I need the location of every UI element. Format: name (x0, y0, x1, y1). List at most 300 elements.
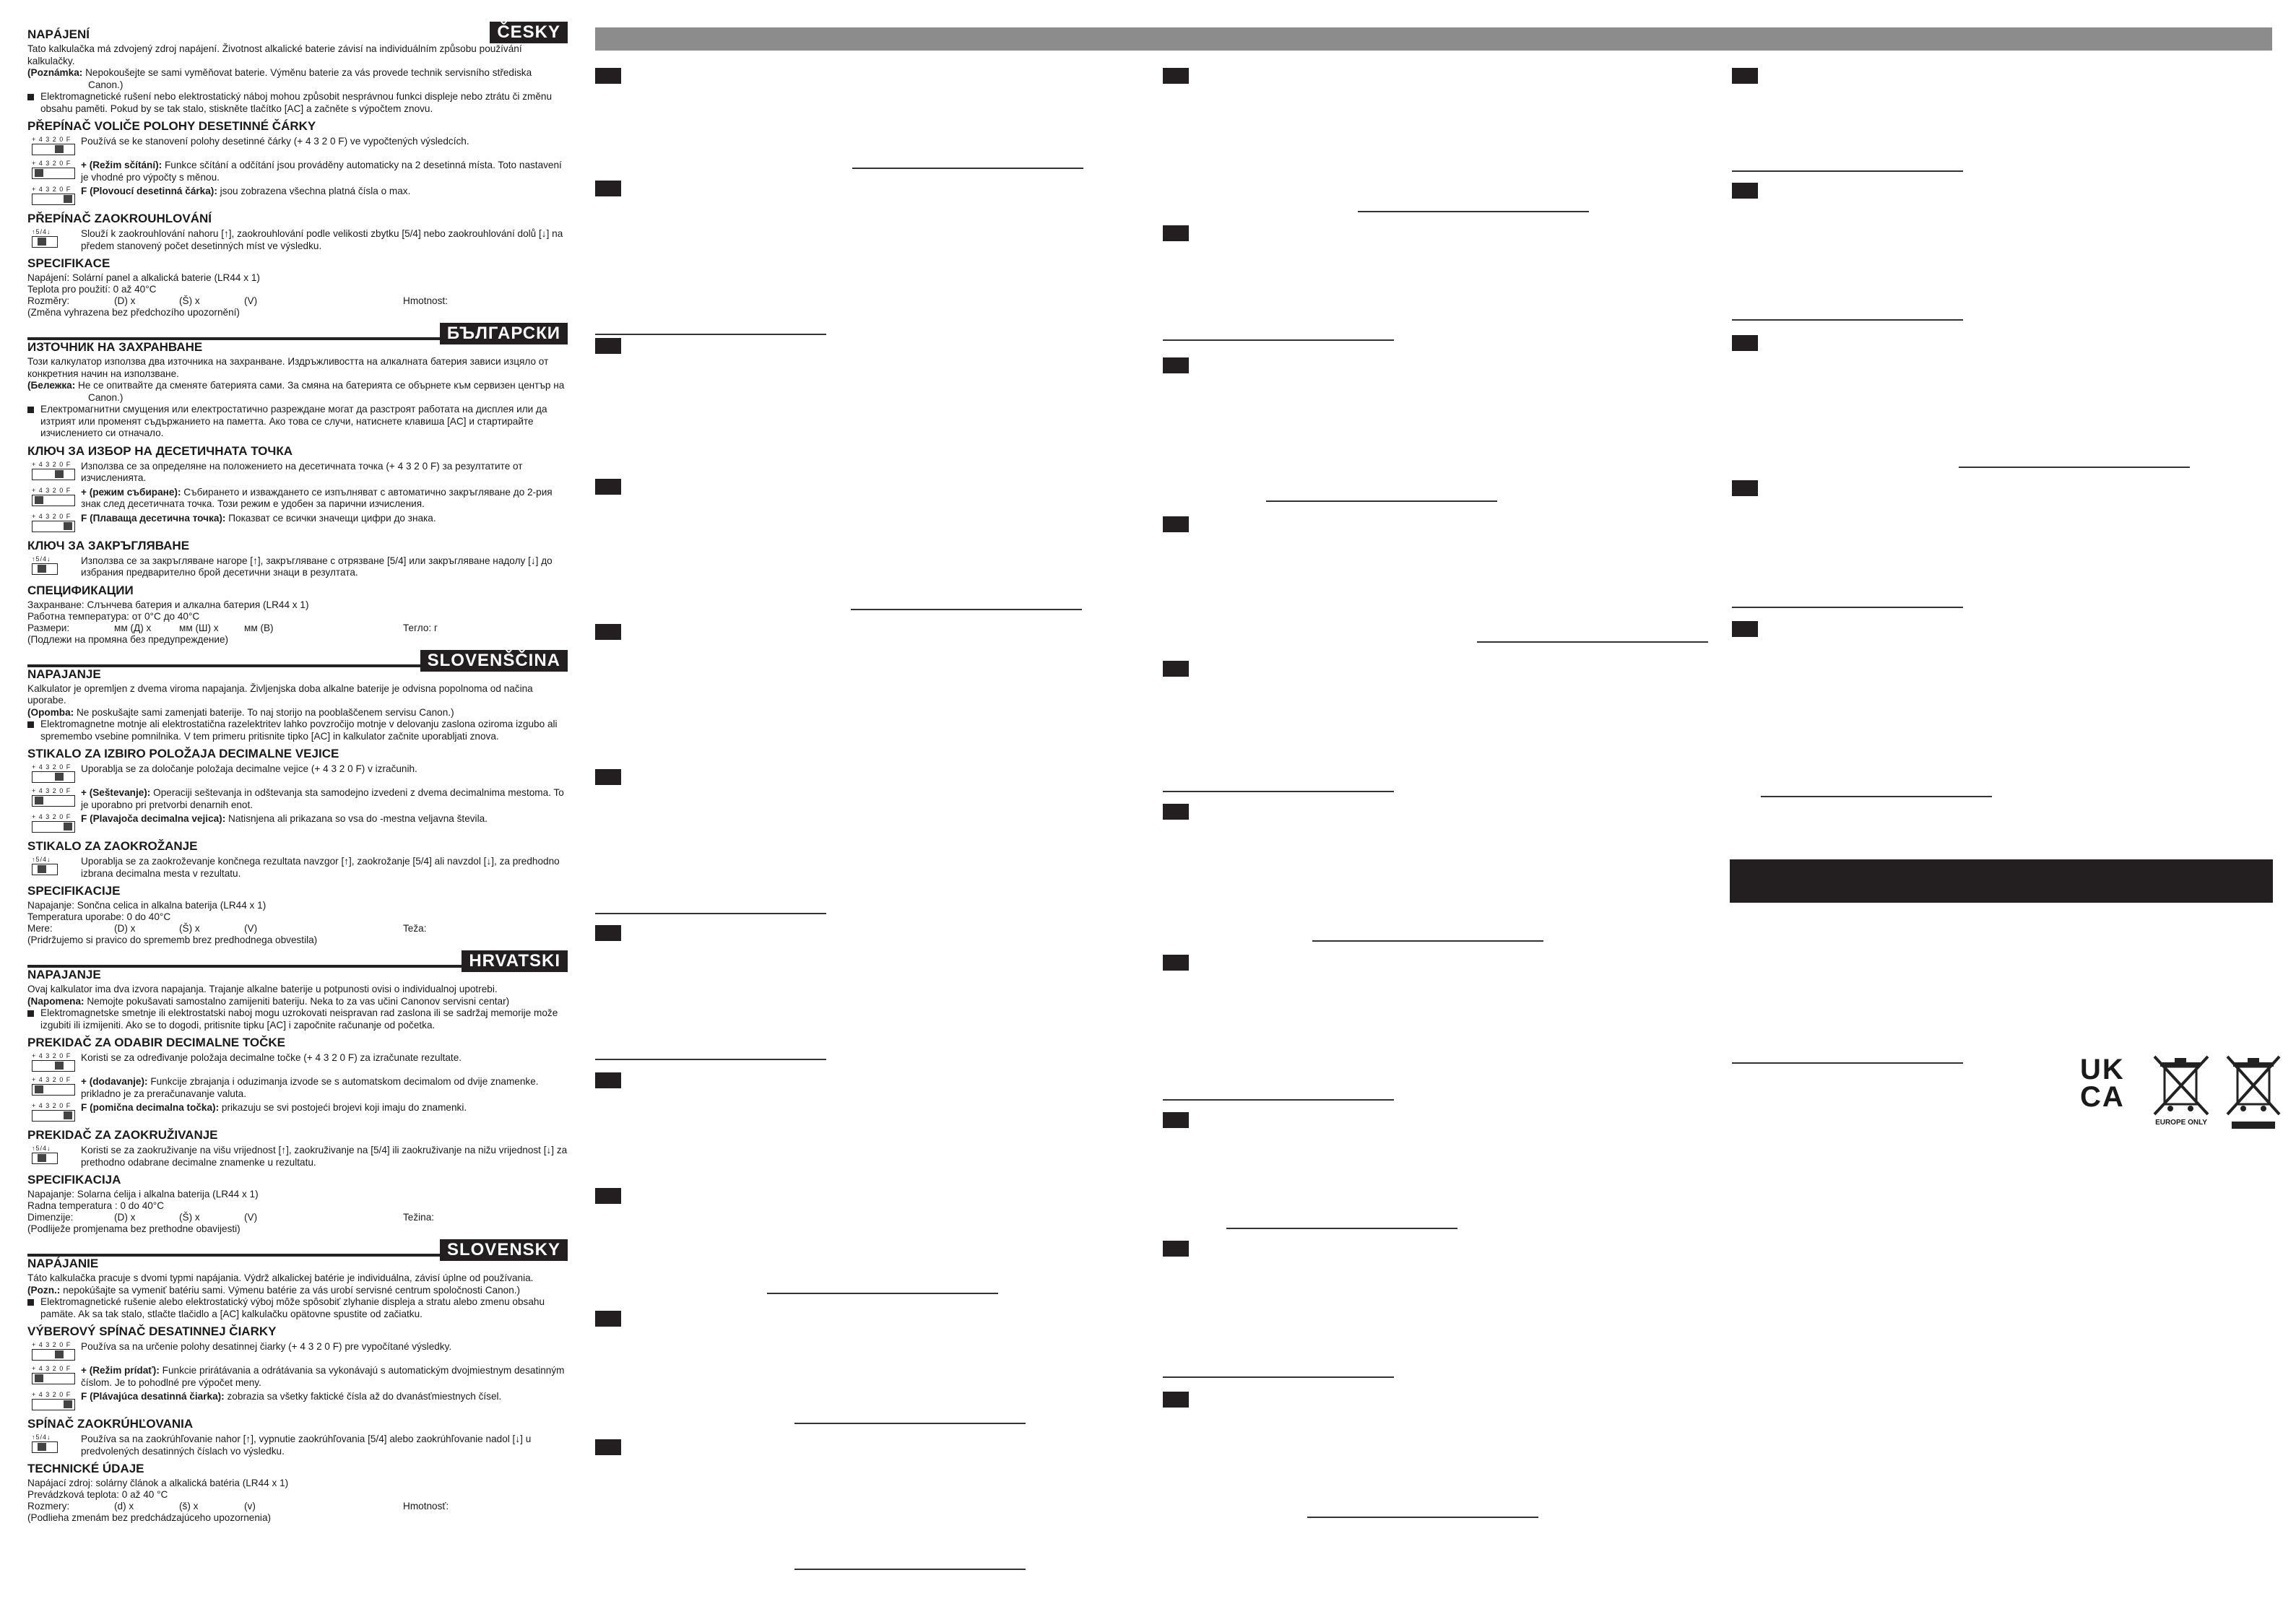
note (27, 707, 568, 719)
switch-description (81, 1076, 568, 1100)
spec-dim-label: Rozměry: (27, 295, 70, 306)
decimal-switch-icon (27, 461, 81, 482)
decimal-switch-row (27, 136, 568, 157)
spec-temp (27, 911, 568, 923)
decimal-switch-row (27, 787, 568, 811)
section-number-block (1163, 357, 1189, 373)
switch-knob (55, 773, 64, 781)
specifications (27, 1189, 568, 1235)
section-number-block (595, 1439, 621, 1455)
spec-dim-label: Dimenzije: (27, 1212, 74, 1223)
power-heading: ИЗТОЧНИК НА ЗАХРАНВАНЕ (27, 340, 203, 354)
spec-dim-w: (š) x (179, 1501, 199, 1512)
spec-note (27, 1223, 568, 1235)
switch-knob (35, 1374, 43, 1382)
spec-note-text: (Подлежи на промяна без предупреждение) (27, 633, 229, 645)
spec-dim-d: мм (Д) x (114, 622, 152, 633)
decimal-switch-heading: КЛЮЧ ЗА ИЗБОР НА ДЕСЕТИЧНАТА ТОЧКА (27, 443, 293, 458)
setting-label: + (Režim prídať): (81, 1365, 160, 1376)
spec-heading: SPECIFIKACIJA (27, 1173, 121, 1187)
switch-scale: + 4 3 2 0 F (32, 787, 72, 794)
section-number-block (595, 1072, 621, 1088)
decimal-switch-icon (27, 136, 81, 157)
switch-knob (35, 797, 43, 805)
switch-body (32, 144, 75, 155)
section-number-block (1732, 335, 1758, 351)
switch-knob (38, 565, 46, 573)
weee-bin-europe-only-icon (2149, 1051, 2214, 1130)
spec-dim-w: (Š) x (179, 923, 200, 934)
switch-description (81, 136, 469, 148)
switch-knob (35, 496, 43, 504)
blank-underline (1163, 1376, 1394, 1378)
rounding-switch-heading: PREKIDAČ ZA ZAOKRUŽIVANJE (27, 1128, 218, 1142)
ukca-bottom: CA (2080, 1081, 2125, 1113)
rounding-switch-heading: КЛЮЧ ЗА ЗАКРЪГЛЯВАНЕ (27, 538, 190, 552)
setting-label: + (режим събиране): (81, 486, 181, 498)
switch-knob (38, 865, 46, 873)
spec-temp (27, 1489, 568, 1501)
language-tag: ČESKY (490, 22, 568, 43)
rounding-switch-heading: SPÍNAČ ZAOKRÚHĽOVANIA (27, 1417, 194, 1431)
switch-scale: + 4 3 2 0 F (32, 486, 72, 494)
spec-dim-h: (v) (244, 1501, 256, 1512)
decimal-switch-icon (27, 1076, 81, 1098)
decimal-switch-icon (27, 1102, 81, 1124)
switch-body (32, 771, 75, 783)
rounding-switch-heading: PŘEPÍNAČ ZAOKROUHLOVÁNÍ (27, 212, 212, 225)
decimal-switch-heading: PŘEPÍNAČ VOLIČE POLOHY DESETINNÉ ČÁRKY (27, 119, 316, 133)
ukca-top: UK (2080, 1054, 2125, 1085)
switch-description (81, 1052, 462, 1064)
spec-dim-label: Mere: (27, 923, 53, 934)
power-heading: NAPÁJENÍ (27, 27, 90, 41)
bullet-square (27, 1299, 34, 1306)
switch-description (81, 487, 568, 511)
specifications (27, 272, 568, 318)
setting-text: Natisnjena ali prikazana so vsa do -mestna veljavna števila. (228, 813, 488, 824)
decimal-switch-icon (27, 1391, 81, 1413)
setting-text: Събирането и изваждането се изпълняват с автоматично закръгляване до 2-рия знак след десетичната точка. Този режим е удобен за парични изчисления. (81, 486, 553, 509)
blank-underline (1163, 339, 1394, 341)
blank-underline (595, 1059, 826, 1060)
spec-weight: Тегло: г (403, 622, 438, 633)
setting-label: F (Plovoucí desetinná čárka): (81, 186, 217, 196)
note-label: (Poznámka: (27, 67, 83, 78)
section-number-block (595, 925, 621, 941)
setting-text: Operaciji seštevanja in odštevanja sta samodejno izvedeni z dvema decimalnima mestoma. To je uporabno pri pretvorbi denarnih enot. (81, 787, 564, 810)
decimal-switch-icon (27, 160, 81, 181)
setting-text: Používa sa na určenie polohy desatinnej čiarky (+ 4 3 2 0 F) pre vypočítané výsledky. (81, 1341, 452, 1352)
language-header (27, 22, 568, 43)
blank-underline (794, 1423, 1026, 1424)
spec-dim-h: мм (В) (244, 622, 274, 633)
spec-heading: SPECIFIKACE (27, 256, 111, 270)
spec-dim-w: (Š) x (179, 1212, 200, 1223)
setting-text: prikazuju se svi postojeći brojevi koji imaju do znamenki. (221, 1102, 467, 1113)
blank-underline (1477, 641, 1708, 643)
switch-scale: ↑5/4↓ (32, 856, 51, 863)
switch-knob (55, 1062, 64, 1070)
spec-temp-text: Temperatura uporabe: 0 do 40°C (27, 911, 171, 922)
spec-dim-h: (V) (244, 923, 258, 934)
switch-scale: + 4 3 2 0 F (32, 1052, 72, 1059)
section-number-block (1732, 68, 1758, 84)
ukca-logo (2080, 1056, 2138, 1114)
spec-note-text: (Změna vyhrazena bez předchozího upozornění) (27, 307, 240, 318)
spec-temp-text: Работна температура: от 0°C до 40°C (27, 610, 200, 622)
setting-label: F (Plávajúca desatinná čiarka): (81, 1391, 225, 1402)
rounding-description: Slouží k zaokrouhlování nahoru [↑], zaokrouhlování podle velikosti zbytku [5/4] nebo zaokrouhlování dolů [↓] na předem stanovený počet desetinných míst ve výsledku. (81, 228, 563, 251)
decimal-switch-row (27, 1052, 568, 1074)
spec-power-text: Napájení: Solární panel a alkalická baterie (LR44 x 1) (27, 272, 260, 283)
decimal-switch-row (27, 186, 568, 207)
blank-underline (1307, 1517, 1538, 1518)
switch-knob (55, 145, 64, 153)
bullet-text: Електромагнитни смущения или електростатично разреждане могат да разстроят работата на дисплея или да изтрият или променят съдържанието на паметта. Ако това се случи, натиснете клавиша [AC] и стартирайте изчислението си отначало. (40, 404, 547, 438)
spec-note-text: (Podlieha zmenám bez predchádzajúceho upozornenia) (27, 1512, 272, 1523)
spec-power (27, 1478, 568, 1489)
section-number-block (1163, 516, 1189, 532)
blank-underline (767, 1293, 998, 1294)
bullet-item (27, 91, 568, 115)
setting-label: F (Плаваща десетична точка): (81, 512, 226, 524)
note-text: Nepokoušejte se sami vyměňovat baterie. Výměnu baterie za vás provede technik servisního střediska Canon.) (85, 67, 532, 90)
decimal-switch-icon (27, 1052, 81, 1074)
bullet-item (27, 404, 568, 440)
rounding-switch-row (27, 228, 568, 252)
switch-body (32, 1060, 75, 1072)
decimal-switch-heading: STIKALO ZA IZBIRO POLOŽAJA DECIMALNE VEJICE (27, 747, 339, 760)
blank-underline (794, 1569, 1026, 1570)
switch-description (81, 1365, 568, 1389)
blank-underline (1761, 796, 1992, 797)
switch-description (81, 160, 568, 183)
language-header (27, 950, 568, 972)
spec-dimensions (27, 1501, 568, 1512)
spec-temp-text: Teplota pro použití: 0 až 40°C (27, 284, 157, 295)
power-heading: NAPÁJANIE (27, 1257, 99, 1270)
spec-power (27, 900, 568, 911)
bullet-text: Elektromagnetické rušení nebo elektrostatický náboj mohou způsobit nesprávnou funkci displeje nebo ztrátu či změnu obsahu paměti. Pokud by se tak stalo, stiskněte tlačítko [AC] a začněte s výpočtem znovu. (40, 91, 553, 114)
decimal-switch-icon (27, 1341, 81, 1363)
decimal-switch-row (27, 1102, 568, 1124)
spec-weight: Hmotnost: (403, 295, 448, 306)
spec-power (27, 1189, 568, 1200)
weee-bin-icon (2224, 1051, 2282, 1130)
switch-knob (64, 1111, 72, 1119)
rounding-switch-icon (27, 555, 81, 577)
language-section (27, 1239, 568, 1524)
decimal-switch-heading: VÝBEROVÝ SPÍNAČ DESATINNEJ ČIARKY (27, 1324, 277, 1338)
note-label: (Napomena: (27, 995, 85, 1007)
setting-label: + (Seštevanje): (81, 787, 151, 798)
switch-description (81, 1102, 467, 1114)
spec-power (27, 599, 568, 611)
note-text: Nemojte pokušavati samostalno zamijeniti bateriju. Neka to za vas učini Canonov servisni centar) (87, 995, 510, 1007)
blank-underline (1732, 170, 1963, 172)
switch-scale: + 4 3 2 0 F (32, 512, 72, 520)
switch-knob (35, 169, 43, 177)
specifications (27, 1478, 568, 1524)
decimal-switch-icon (27, 813, 81, 835)
setting-label: + (dodavanje): (81, 1076, 148, 1087)
rounding-switch-icon (27, 1145, 81, 1166)
switch-scale: ↑5/4↓ (32, 1434, 51, 1441)
rounding-switch-row (27, 555, 568, 579)
switch-knob (64, 1400, 72, 1408)
spec-dim-h: (V) (244, 1212, 258, 1223)
rounding-description: Používa sa na zaokrúhľovanie nahor [↑], vypnutie zaokrúhľovania [5/4] alebo zaokrúhľovanie nadol [↓] u predvolených desatinných číslach vo výsledku. (81, 1434, 532, 1457)
decimal-switch-row (27, 1391, 568, 1413)
bullet-text: Elektromagnetske smetnje ili elektrostatski naboj mogu uzrokovati neispravan rad zaslona ili se sadržaj memorije može izgubiti ili izmijeniti. Ako se to dogodi, pritisnite tipku [AC] i započnite računanje od početka. (40, 1007, 558, 1031)
spec-dimensions (27, 295, 568, 307)
switch-body (32, 1349, 75, 1361)
bullet-square (27, 94, 34, 100)
bullet-text: Elektromagnetne motnje ali elektrostatična razelektritev lahko povzročijo motnje v delovanju zaslona oziroma izgubo ali spremembo vsebine pomnilnika. V tem primeru pritisnite tipko [AC] in kalkulator začnite uporabljati znova. (40, 719, 558, 742)
decimal-switch-row (27, 461, 568, 485)
section-number-block (595, 68, 621, 84)
spec-heading: SPECIFIKACIJE (27, 884, 121, 898)
language-header (27, 323, 568, 344)
rounding-switch-icon (27, 228, 81, 250)
section-number-block (1163, 804, 1189, 820)
blank-underline (851, 609, 1082, 610)
switch-scale: + 4 3 2 0 F (32, 1365, 72, 1372)
switch-knob (35, 1085, 43, 1093)
rounding-description: Използва се за закръгляване нагоре [↑], закръгляване с отрязване [5/4] или закръгляване надолу [↓] до избрания предварително брой десетични знаци в резултата. (81, 555, 553, 578)
decimal-switch-row (27, 1365, 568, 1389)
decimal-switch-row (27, 813, 568, 835)
spec-weight: Teža: (403, 923, 427, 934)
spec-note-text: (Pridržujemo si pravico do sprememb brez predhodnega obvestila) (27, 934, 318, 945)
switch-scale: + 4 3 2 0 F (32, 1102, 72, 1109)
spec-dim-d: (d) x (114, 1501, 134, 1512)
spec-dim-w: (Š) x (179, 295, 200, 306)
section-number-block (1163, 955, 1189, 971)
switch-knob (38, 238, 46, 246)
blank-underline (595, 334, 826, 335)
switch-description (81, 787, 568, 811)
bullet-square (27, 407, 34, 413)
bullet-text: Elektromagnetické rušenie alebo elektrostatický výboj môže spôsobiť zlyhanie displeja a stratu alebo zmenu obsahu pamäte. Ak sa tak stalo, stlačte tlačidlo a [AC] kalkulačku opätovne spustite od začiatku. (40, 1296, 545, 1319)
switch-knob (64, 522, 72, 530)
blank-underline (1226, 1228, 1457, 1229)
spec-temp (27, 611, 568, 623)
spec-note-text: (Podliježe promjenama bez prethodne obavijesti) (27, 1223, 241, 1234)
spec-note (27, 934, 568, 946)
switch-description (81, 1391, 501, 1403)
decimal-switch-icon (27, 186, 81, 207)
switch-scale: + 4 3 2 0 F (32, 763, 72, 771)
switch-scale: ↑5/4↓ (32, 1145, 51, 1152)
decimal-switch-row (27, 1341, 568, 1363)
rounding-description: Uporablja se za zaokroževanje končnega rezultata navzgor [↑], zaokrožanje [5/4] ali navzdol [↓], za predhodno izbrana decimalna mesta v rezultatu. (81, 856, 560, 879)
spec-power (27, 272, 568, 284)
spec-dimensions (27, 1212, 568, 1223)
spec-weight: Hmotnosť: (403, 1501, 449, 1512)
setting-label: F (pomična decimalna točka): (81, 1102, 220, 1113)
language-header (27, 1239, 568, 1261)
language-section (27, 950, 568, 1235)
language-tag: HRVATSKI (462, 950, 568, 972)
power-heading: NAPAJANJE (27, 667, 101, 681)
decimal-switch-icon (27, 1365, 81, 1387)
setting-text: Uporablja se za določanje položaja decimalne vejice (+ 4 3 2 0 F) v izračunih. (81, 763, 417, 774)
switch-knob (64, 195, 72, 203)
switch-scale: + 4 3 2 0 F (32, 460, 72, 468)
spec-dim-label: Размери: (27, 622, 70, 633)
blank-underline (1358, 211, 1589, 212)
power-text: Tato kalkulačka má zdvojený zdroj napájení. Životnost alkalické baterie závisí na individuálním způsobu používání kalkulačky. (27, 43, 522, 66)
setting-text: jsou zobrazena všechna platná čísla o max. (220, 186, 411, 196)
setting-text: Използва се за определяне на положението на десетичната точка (+ 4 3 2 0 F) за резултатите от изчисленията. (81, 460, 523, 483)
spec-note (27, 307, 568, 318)
decimal-switch-heading: PREKIDAČ ZA ODABIR DECIMALNE TOČKE (27, 1036, 286, 1049)
switch-scale: + 4 3 2 0 F (32, 1076, 72, 1083)
language-header (27, 650, 568, 672)
section-number-block (595, 624, 621, 640)
setting-label: + (Režim sčítání): (81, 160, 163, 170)
spec-temp (27, 284, 568, 295)
switch-description (81, 813, 488, 825)
rounding-switch-row (27, 1145, 568, 1168)
spec-note (27, 1512, 568, 1524)
note-label: (Opomba: (27, 706, 74, 718)
switch-description (81, 186, 410, 198)
section-number-block (595, 1188, 621, 1204)
setting-text: Funkce sčítání a odčítání jsou prováděny automaticky na 2 desetinná místa. Toto nastavení je vhodné pro výpočty s měnou. (81, 160, 562, 183)
decimal-switch-row (27, 763, 568, 785)
rounding-switch-row (27, 856, 568, 880)
header-bar (595, 27, 2272, 51)
rounding-switch-row (27, 1434, 568, 1457)
language-column (27, 22, 568, 1524)
rounding-switch-icon (27, 1434, 81, 1455)
power-text: Kalkulator je opremljen z dvema viroma napajanja. Življenjska doba alkalne baterije je odvisna popolnoma od načina uporabe. (27, 682, 533, 706)
spec-power-text: Napájací zdroj: solárny článok a alkalická batéria (LR44 x 1) (27, 1478, 289, 1488)
spec-heading: TECHNICKÉ ÚDAJE (27, 1462, 144, 1475)
language-tag: БЪЛГАРСКИ (440, 323, 568, 344)
note (27, 996, 568, 1008)
note-label: (Бележка: (27, 380, 76, 391)
blank-underline (852, 168, 1083, 169)
rounding-switch-heading: STIKALO ZA ZAOKROŽANJE (27, 839, 198, 853)
rounding-description: Koristi se za zaokruživanje na višu vrijednost [↑], zaokruživanje na [5/4] ili zaokruživanje na nižu vrijednost [↓] za prethodno odabrane decimalne znamenke u rezultatu. (81, 1145, 568, 1168)
bullet-square (27, 1010, 34, 1017)
note (27, 1285, 568, 1297)
switch-scale: + 4 3 2 0 F (32, 1341, 72, 1348)
switch-scale: + 4 3 2 0 F (32, 136, 72, 143)
section-number-block (1163, 68, 1189, 84)
spec-dim-d: (D) x (114, 295, 136, 306)
blank-underline (595, 913, 826, 914)
switch-knob (55, 470, 64, 478)
setting-text: Koristi se za određivanje položaja decimalne točke (+ 4 3 2 0 F) za izračunate rezultate. (81, 1052, 462, 1063)
decimal-switch-icon (27, 513, 81, 534)
decimal-switch-row (27, 1076, 568, 1100)
blank-underline (1266, 500, 1497, 502)
setting-text: Používá se ke stanovení polohy desetinné čárky (+ 4 3 2 0 F) ve vypočtených výsledcích. (81, 136, 469, 147)
language-tag: SLOVENŠČINA (420, 650, 568, 672)
section-number-block (1163, 225, 1189, 241)
section-number-block (595, 1311, 621, 1327)
switch-scale: ↑5/4↓ (32, 555, 51, 563)
specifications (27, 900, 568, 946)
section-number-block (1732, 183, 1758, 199)
blank-underline (1732, 319, 1963, 321)
power-text: Този калкулатор използва два източника на захранване. Издръжливостта на алкалната батерия зависи изцяло от конкретния начин на използване. (27, 356, 549, 379)
section-number-block (1732, 480, 1758, 496)
bullet-item (27, 719, 568, 742)
spec-power-text: Захранване: Слънчева батерия и алкална батерия (LR44 x 1) (27, 599, 309, 610)
spec-dimensions (27, 623, 568, 634)
switch-knob (38, 1443, 46, 1451)
note-text: Не се опитвайте да сменяте батерията сами. За смяна на батерията се обърнете към сервизен център на Canon.) (78, 380, 565, 403)
switch-knob (55, 1350, 64, 1358)
spec-temp-text: Radna temperatura : 0 do 40°C (27, 1200, 165, 1211)
language-section (27, 323, 568, 646)
switch-description (81, 513, 436, 525)
setting-text: Funkcie prirátávania a odrátávania sa vykonávajú s automatickým dvojmiestnym desatinným číslom. Je to pohodlné pre výpočet meny. (81, 1365, 565, 1388)
section-number-block (595, 479, 621, 495)
switch-knob (64, 823, 72, 830)
blank-underline (1312, 940, 1543, 942)
section-number-block (1163, 1392, 1189, 1408)
spec-dim-h: (V) (244, 295, 258, 306)
spec-dim-w: мм (Ш) x (179, 622, 219, 633)
setting-text: zobrazia sa všetky faktické čísla až do dvanásťmiestnych čísel. (227, 1391, 502, 1402)
setting-text: Показват се всички значещи цифри до знака. (228, 512, 436, 524)
switch-description (81, 461, 568, 485)
note-text: nepokúšajte sa vymeniť batériu sami. Výmenu batérie za vás urobí servisné centrum spoločnosti Canon.) (63, 1284, 521, 1296)
bullet-item (27, 1007, 568, 1031)
section-number-block (595, 181, 621, 196)
blank-underline (1959, 467, 2190, 468)
spec-temp-text: Prevádzková teplota: 0 až 40 °C (27, 1489, 168, 1500)
section-number-block (595, 338, 621, 354)
spec-dim-label: Rozmery: (27, 1501, 70, 1512)
decimal-switch-row (27, 160, 568, 183)
switch-scale: + 4 3 2 0 F (32, 186, 72, 193)
language-tag: SLOVENSKY (440, 1239, 568, 1261)
spec-dim-d: (D) x (114, 923, 136, 934)
decimal-switch-row (27, 487, 568, 511)
section-number-block (1732, 621, 1758, 637)
bullet-item (27, 1296, 568, 1320)
switch-scale: + 4 3 2 0 F (32, 813, 72, 820)
switch-scale: ↑5/4↓ (32, 228, 51, 235)
spec-weight: Težina: (403, 1212, 435, 1223)
section-number-block (1163, 661, 1189, 677)
switch-description (81, 1341, 451, 1353)
switch-scale: + 4 3 2 0 F (32, 1391, 72, 1398)
decimal-switch-icon (27, 787, 81, 809)
note-text: Ne poskušajte sami zamenjati baterije. To naj storijo na pooblaščenem servisu Canon.) (76, 706, 454, 718)
dark-banner (1730, 859, 2273, 903)
setting-text: Funkcije zbrajanja i oduzimanja izvode se s automatskom decimalom od dvije znamenke. prikladno je za preračunavanje valuta. (81, 1076, 539, 1099)
power-text: Ovaj kalkulator ima dva izvora napajanja. Trajanje alkalne baterije u potpunosti ovisi o individualnoj upotrebi. (27, 984, 498, 994)
language-section (27, 22, 568, 318)
setting-label: F (Plavajoča decimalna vejica): (81, 813, 226, 824)
power-heading: NAPAJANJE (27, 968, 101, 981)
spec-dim-d: (D) x (114, 1212, 136, 1223)
decimal-switch-icon (27, 487, 81, 508)
spec-heading: СПЕЦИФИКАЦИИ (27, 583, 134, 597)
note (27, 67, 568, 91)
decimal-switch-icon (27, 763, 81, 785)
blank-underline (1732, 1062, 1963, 1064)
